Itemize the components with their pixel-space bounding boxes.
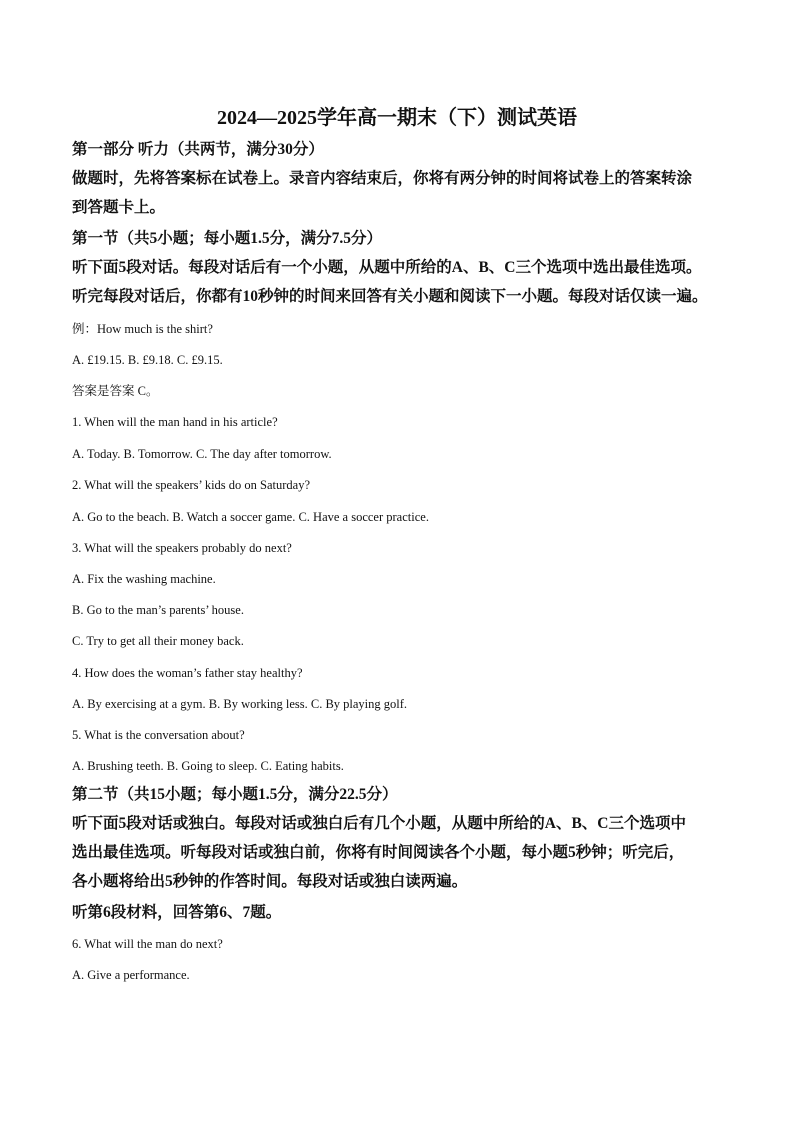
question-5: 5. What is the conversation about? xyxy=(72,728,245,742)
question-3-option-b: B. Go to the man’s parents’ house. xyxy=(72,603,244,617)
instruction-line: 各小题将给出5秒钟的作答时间。每段对话或独白读两遍。 xyxy=(72,873,468,890)
question-4-options: A. By exercising at a gym. B. By working less. C. By playing golf. xyxy=(72,697,408,711)
question-6: 6. What will the man do next? xyxy=(72,937,223,951)
instruction-line: 选出最佳选项。听每段对话或独白前，你将有时间阅读各个小题，每小题5秒钟；听完后， xyxy=(72,844,685,861)
example-question: 例：How much is the shirt? xyxy=(72,322,213,336)
section-one-heading: 第一节（共5小题；每小题1.5分，满分7.5分） xyxy=(72,230,383,247)
question-6-option-a: A. Give a performance. xyxy=(72,968,190,982)
section-two-heading: 第二节（共15小题；每小题1.5分，满分22.5分） xyxy=(72,786,398,803)
question-2: 2. What will the speakers’ kids do on Saturday? xyxy=(72,478,311,492)
example-answer: 答案是答案 C。 xyxy=(72,384,159,398)
instruction-line: 到答题卡上。 xyxy=(72,199,166,216)
question-3: 3. What will the speakers probably do next? xyxy=(72,541,292,555)
question-4: 4. How does the woman’s father stay healthy? xyxy=(72,666,303,680)
instruction-line: 听完每段对话后，你都有10秒钟的时间来回答有关小题和阅读下一小题。每段对话仅读一遍。 xyxy=(72,288,708,305)
material-6-heading: 听第6段材料，回答第6、7题。 xyxy=(72,904,282,921)
instruction-line: 听下面5段对话。每段对话后有一个小题，从题中所给的A、B、C三个选项中选出最佳选项。 xyxy=(72,259,702,276)
question-3-option-c: C. Try to get all their money back. xyxy=(72,634,244,648)
question-3-option-a: A. Fix the washing machine. xyxy=(72,572,216,586)
instruction-line: 听下面5段对话或独白。每段对话或独白后有几个小题，从题中所给的A、B、C三个选项中 xyxy=(72,815,686,832)
part-one-heading: 第一部分 听力（共两节，满分30分） xyxy=(72,141,324,158)
question-1-options: A. Today. B. Tomorrow. C. The day after tomorrow. xyxy=(72,447,332,461)
question-1: 1. When will the man hand in his article? xyxy=(72,415,278,429)
question-2-options: A. Go to the beach. B. Watch a soccer game. C. Have a soccer practice. xyxy=(72,510,429,524)
example-options: A. £19.15. B. £9.18. C. £9.15. xyxy=(72,353,223,367)
instruction-line: 做题时，先将答案标在试卷上。录音内容结束后，你将有两分钟的时间将试卷上的答案转涂 xyxy=(72,170,693,187)
exam-title: 2024—2025学年高一期末（下）测试英语 xyxy=(217,107,577,129)
question-5-options: A. Brushing teeth. B. Going to sleep. C. Eating habits. xyxy=(72,759,344,773)
